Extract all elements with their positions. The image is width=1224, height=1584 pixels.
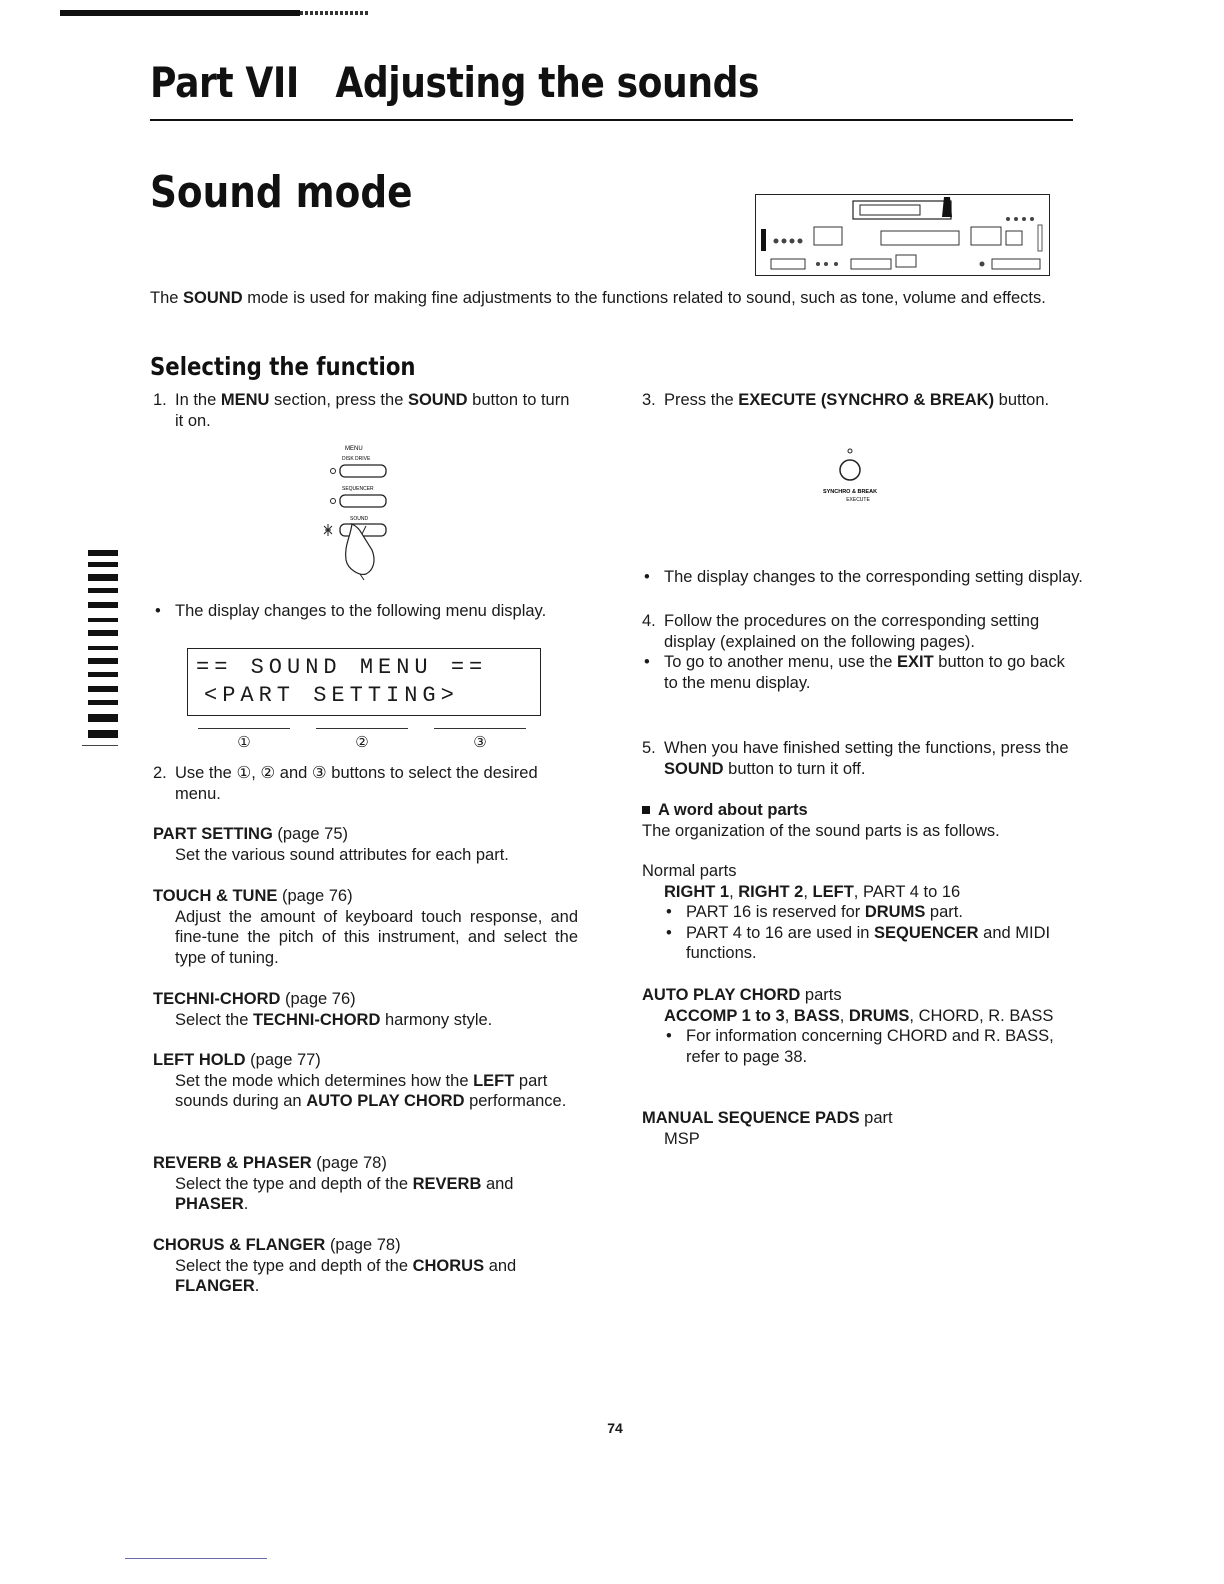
- bullet-dot: •: [155, 602, 161, 620]
- sequencer-label: SEQUENCER: [342, 486, 374, 492]
- button-1[interactable]: ①: [237, 734, 251, 751]
- step-1-number: 1.: [153, 391, 167, 409]
- step-2: [153, 763, 578, 804]
- step-5: [642, 738, 1070, 779]
- execute-label: SYNCHRO & BREAK: [822, 489, 878, 495]
- panel-drawing: [756, 195, 1049, 275]
- top-scan-bar: [60, 10, 300, 16]
- menu-desc: Select the type and depth of the CHORUS and FLANGER.: [175, 1256, 517, 1295]
- step-2-number: 2.: [153, 764, 167, 782]
- menu-techni-chord: [153, 989, 578, 1030]
- menu-part-setting: [153, 824, 578, 865]
- word-about-parts: [642, 800, 1070, 841]
- title-rule: [150, 119, 1073, 121]
- step-4: [642, 611, 1070, 693]
- step-5-text: When you have finished setting the functions, press the SOUND button to turn it off.: [664, 739, 1069, 778]
- msp-heading: MANUAL SEQUENCE PADS part: [642, 1109, 893, 1127]
- section-thumb-index: [86, 550, 120, 740]
- menu-buttons-illustration: [300, 442, 410, 582]
- button-1-rule: [198, 728, 290, 729]
- menu-page: (page 75): [277, 825, 349, 843]
- step-4-number: 4.: [642, 612, 656, 630]
- menu-desc: Select the type and depth of the REVERB and PHASER.: [175, 1174, 514, 1213]
- menu-title: LEFT HOLD: [153, 1051, 246, 1069]
- step-3-bullet: [642, 567, 1092, 588]
- menu-desc: Select the TECHNI-CHORD harmony style.: [175, 1010, 493, 1029]
- normal-list: RIGHT 1, RIGHT 2, LEFT, PART 4 to 16: [664, 882, 961, 901]
- button-3[interactable]: ③: [473, 734, 487, 751]
- intro-paragraph: The SOUND mode is used for making fine adjustments to the functions related to sound, such as tone, volume and effects.: [150, 289, 1046, 307]
- menu-label: MENU: [345, 446, 363, 452]
- auto-heading: AUTO PLAY CHORD parts: [642, 986, 842, 1004]
- sound-label: SOUND: [350, 516, 369, 522]
- subsection-title: Selecting the function: [150, 352, 416, 381]
- execute-sublabel: EXECUTE: [846, 497, 870, 503]
- execute-button-drawing: [810, 446, 890, 508]
- auto-list: ACCOMP 1 to 3, BASS, DRUMS, CHORD, R. BASS: [664, 1006, 1054, 1025]
- menu-buttons-drawing: [300, 442, 410, 582]
- button-2-rule: [316, 728, 408, 729]
- msp-value: MSP: [664, 1129, 700, 1148]
- lcd-line-2: <PART SETTING>: [204, 683, 459, 708]
- footer-line: [125, 1558, 267, 1559]
- page-number: 74: [607, 1420, 623, 1436]
- button-3-rule: [434, 728, 526, 729]
- bullet-dot: •: [644, 653, 650, 671]
- menu-desc: Adjust the amount of keyboard touch response, and fine-tune the pitch of this instrument, and select the type of tuning.: [175, 907, 578, 967]
- menu-title: CHORUS & FLANGER: [153, 1236, 326, 1254]
- menu-desc: Set the mode which determines how the LEFT part sounds during an AUTO PLAY CHORD performance.: [175, 1071, 567, 1110]
- menu-reverb-phaser: [153, 1153, 578, 1215]
- normal-parts: [642, 861, 1070, 964]
- thumb-index-rule: [82, 745, 118, 746]
- step-2-text: Use the ①, ② and ③ buttons to select the desired menu.: [175, 764, 538, 803]
- menu-page: (page 76): [281, 887, 353, 905]
- disk-drive-label: DISK DRIVE: [342, 456, 371, 462]
- square-bullet-icon: [642, 806, 650, 814]
- word-heading: A word about parts: [658, 801, 808, 819]
- button-2[interactable]: ②: [355, 734, 369, 751]
- normal-heading: Normal parts: [642, 862, 737, 880]
- menu-page: (page 76): [285, 990, 356, 1008]
- bullet-dot: •: [666, 1027, 672, 1045]
- menu-touch-tune: [153, 886, 578, 968]
- lcd-line-1: == SOUND MENU ==: [196, 655, 488, 680]
- bullet-dot: •: [644, 567, 650, 586]
- auto-play-chord-parts: [642, 985, 1070, 1067]
- step-1-text: In the MENU section, press the SOUND button to turn it on.: [175, 391, 570, 430]
- menu-desc: Set the various sound attributes for each part.: [175, 845, 509, 864]
- step-3: [642, 390, 1070, 411]
- control-panel-diagram: [755, 194, 1050, 276]
- step-4-bullet-text: To go to another menu, use the EXIT button to go back to the menu display.: [664, 653, 1065, 692]
- menu-page: (page 78): [329, 1236, 401, 1254]
- step-1: [153, 390, 578, 431]
- menu-chorus-flanger: [153, 1235, 578, 1297]
- top-scan-bar-dashes: [300, 11, 370, 15]
- step-4-text: Follow the procedures on the corresponding setting display (explained on the following pages).: [664, 612, 1040, 651]
- section-title: Sound mode: [150, 167, 413, 218]
- part-title: Part VII Adjusting the sounds: [150, 58, 760, 107]
- word-intro: The organization of the sound parts is as follows.: [642, 821, 1000, 840]
- menu-title: TOUCH & TUNE: [153, 887, 278, 905]
- menu-page: (page 77): [250, 1051, 321, 1069]
- menu-page: (page 78): [316, 1154, 387, 1172]
- thumb-index-drawing: [86, 550, 120, 740]
- bullet-dot: •: [666, 923, 672, 942]
- lcd-button-row: [198, 728, 528, 758]
- lcd-menu-display: [187, 648, 541, 716]
- bullet-dot: •: [666, 903, 672, 921]
- menu-title: PART SETTING: [153, 825, 273, 843]
- step-3-number: 3.: [642, 391, 656, 409]
- menu-left-hold: [153, 1050, 578, 1112]
- step-5-number: 5.: [642, 739, 656, 757]
- normal-bullet-1: PART 16 is reserved for DRUMS part.: [686, 903, 963, 921]
- step-1-bullet-text: The display changes to the following menu display.: [175, 602, 547, 620]
- step-1-bullet: [153, 601, 600, 622]
- step-3-bullet-text: The display changes to the corresponding setting display.: [664, 567, 1083, 586]
- auto-bullet: For information concerning CHORD and R. BASS, refer to page 38.: [686, 1027, 1054, 1066]
- menu-title: REVERB & PHASER: [153, 1154, 312, 1172]
- msp-parts: [642, 1108, 1070, 1149]
- normal-bullet-2: PART 4 to 16 are used in SEQUENCER and MIDI functions.: [686, 923, 1051, 962]
- menu-title: TECHNI-CHORD: [153, 990, 281, 1008]
- execute-button-illustration: [810, 446, 890, 508]
- step-3-text: Press the EXECUTE (SYNCHRO & BREAK) button.: [664, 391, 1050, 409]
